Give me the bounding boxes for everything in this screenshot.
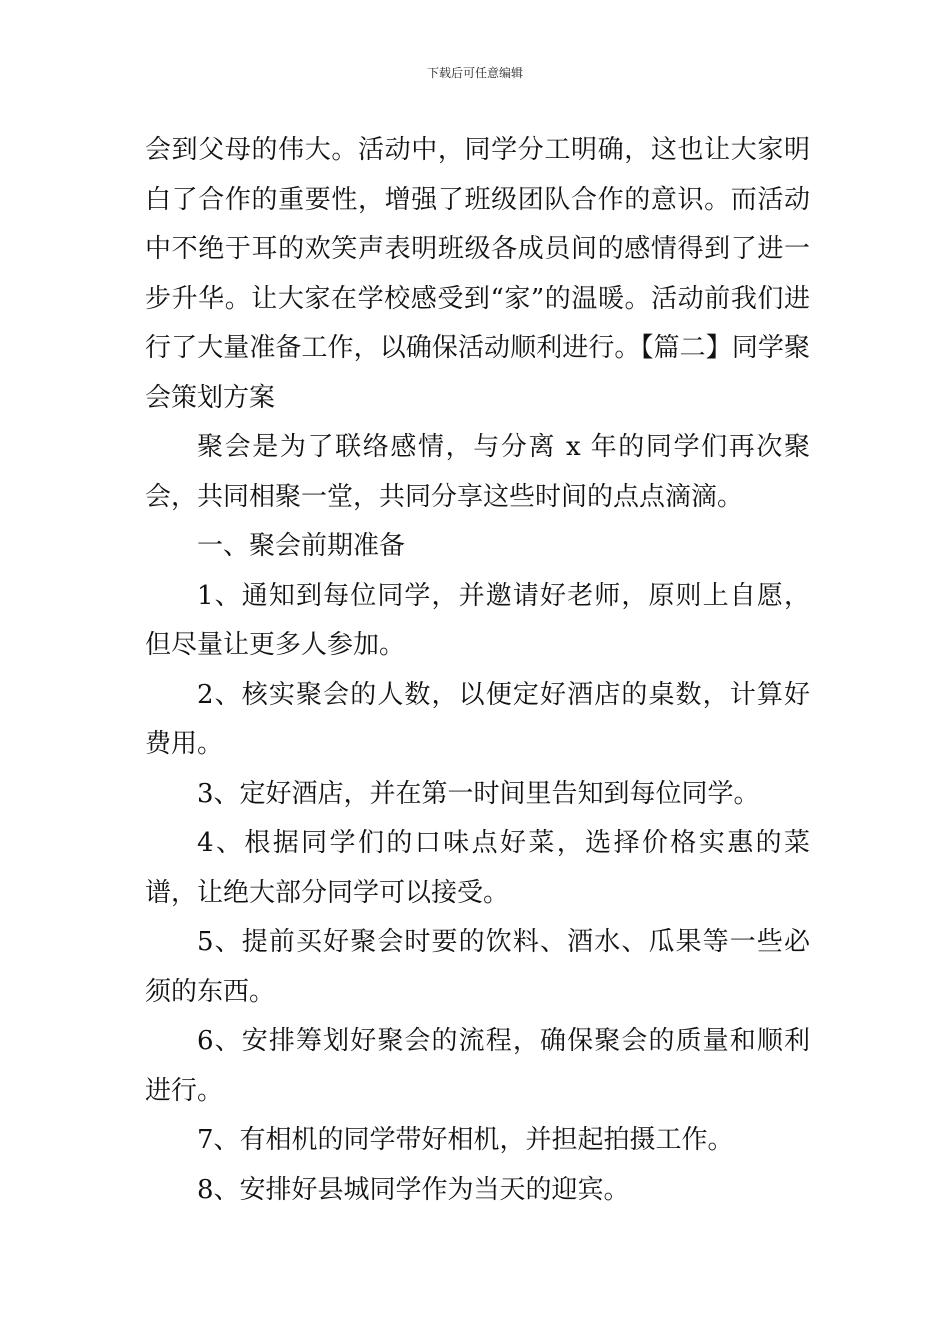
body-paragraph: 聚会是为了联络感情，与分离 x 年的同学们再次聚会，共同相聚一堂，共同分享这些时间的点点滴滴。 xyxy=(145,432,810,512)
body-paragraph: 会到父母的伟大。活动中，同学分工明确，这也让大家明白了合作的重要性，增强了班级团队合作的意识。而活动中不绝于耳的欢笑声表明班级各成员间的感情得到了进一步升华。让大家在学校感受到“家”的温暖。活动前我们进行了大量准备工作，以确保活动顺利进行。【篇二】同学聚会策划方案 xyxy=(145,135,810,413)
list-item: 4、根据同学们的口味点好菜，选择价格实惠的菜谱，让绝大部分同学可以接受。 xyxy=(145,828,810,908)
list-item: 7、有相机的同学带好相机，并担起拍摄工作。 xyxy=(197,1125,734,1155)
section-heading: 一、聚会前期准备 xyxy=(197,531,406,561)
list-item: 8、安排好县城同学作为当天的迎宾。 xyxy=(197,1174,630,1205)
document-body xyxy=(145,126,810,1215)
list-item: 3、定好酒店，并在第一时间里告知到每位同学。 xyxy=(197,778,760,809)
list-item: 2、核实聚会的人数，以便定好酒店的桌数，计算好费用。 xyxy=(145,679,810,759)
list-item: 1、通知到每位同学，并邀请好老师，原则上自愿，但尽量让更多人参加。 xyxy=(145,580,810,660)
list-item: 6、安排筹划好聚会的流程，确保聚会的质量和顺利进行。 xyxy=(145,1026,810,1106)
page-header: 下载后可任意编辑 xyxy=(426,66,523,80)
list-item: 5、提前买好聚会时要的饮料、酒水、瓜果等一些必须的东西。 xyxy=(145,927,810,1007)
